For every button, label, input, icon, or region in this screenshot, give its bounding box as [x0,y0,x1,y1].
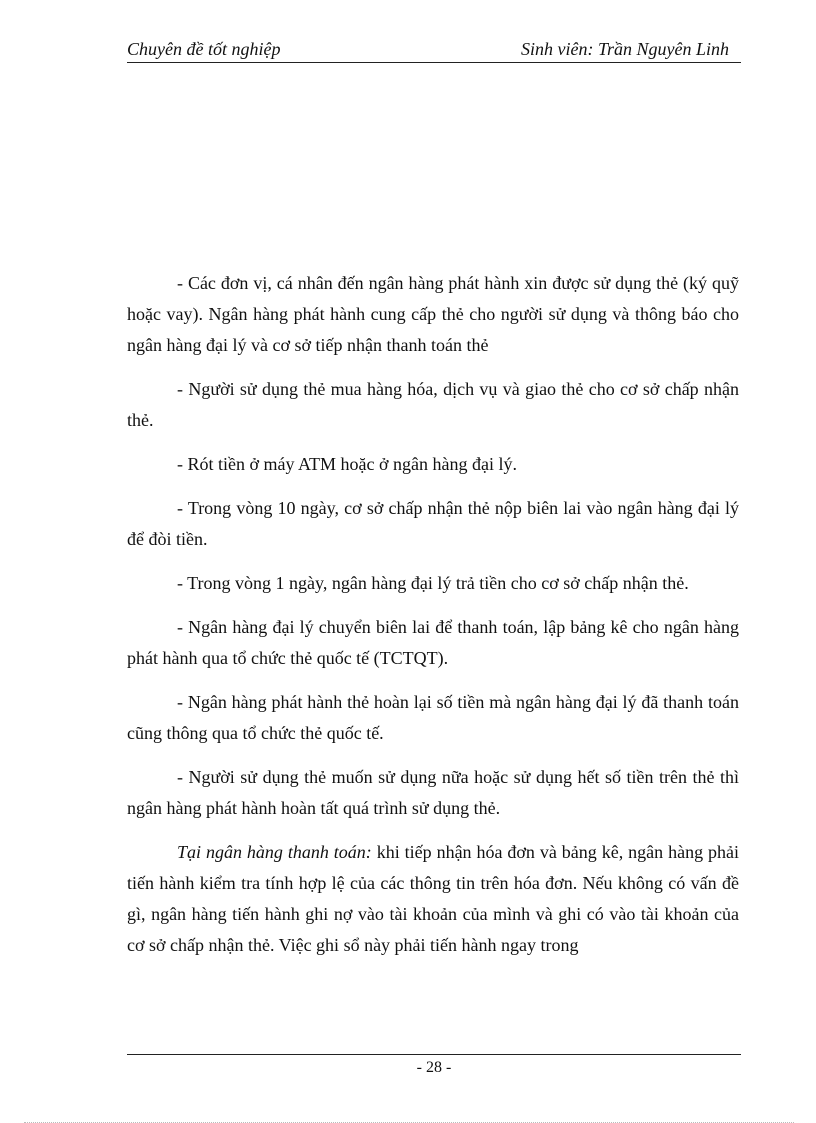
document-body [127,268,739,974]
paragraph-7: - Ngân hàng phát hành thẻ hoàn lại số tiền mà ngân hàng đại lý đã thanh toán cũng thông qua tổ chức thẻ quốc tế. [127,692,739,743]
paragraph-5: - Trong vòng 1 ngày, ngân hàng đại lý trả tiền cho cơ sở chấp nhận thẻ. [177,573,689,593]
paragraph-3: - Rót tiền ở máy ATM hoặc ở ngân hàng đại lý. [177,454,517,474]
paragraph-2: - Người sử dụng thẻ mua hàng hóa, dịch vụ và giao thẻ cho cơ sở chấp nhận thẻ. [127,379,739,430]
page-header [127,38,741,63]
footer-rule [127,1054,741,1055]
paragraph-1: - Các đơn vị, cá nhân đến ngân hàng phát hành xin được sử dụng thẻ (ký quỹ hoặc vay). Ngân hàng phát hành cung cấp thẻ cho người sử dụng và thông báo cho ngân hàng đại lý và cơ sở tiếp nhận thanh toán thẻ [127,273,739,355]
paragraph-6: - Ngân hàng đại lý chuyển biên lai để thanh toán, lập bảng kê cho ngân hàng phát hành qua tổ chức thẻ quốc tế (TCTQT). [127,617,739,668]
header-author: Sinh viên: Trần Nguyên Linh [521,39,729,59]
header-title: Chuyên đề tốt nghiệp [127,39,281,59]
page-number: - 28 - [416,1059,452,1076]
paragraph-9 [127,837,739,961]
paragraph-9-lead: Tại ngân hàng thanh toán: [177,842,372,862]
paragraph-8: - Người sử dụng thẻ muốn sử dụng nữa hoặc sử dụng hết số tiền trên thẻ thì ngân hàng phát hành hoàn tất quá trình sử dụng thẻ. [127,767,739,818]
paragraph-4: - Trong vòng 10 ngày, cơ sở chấp nhận thẻ nộp biên lai vào ngân hàng đại lý để đòi tiền. [127,498,739,549]
paragraph-9-text: khi tiếp nhận hóa đơn và bảng kê, ngân hàng phải tiến hành kiểm tra tính hợp lệ của các thông tin trên hóa đơn. Nếu không có vấn đề gì, ngân hàng tiến hành ghi nợ vào tài khoản của mình và ghi có vào tài khoản của cơ sở chấp nhận thẻ. Việc ghi sổ này phải tiến hành ngay trong [127,842,739,955]
